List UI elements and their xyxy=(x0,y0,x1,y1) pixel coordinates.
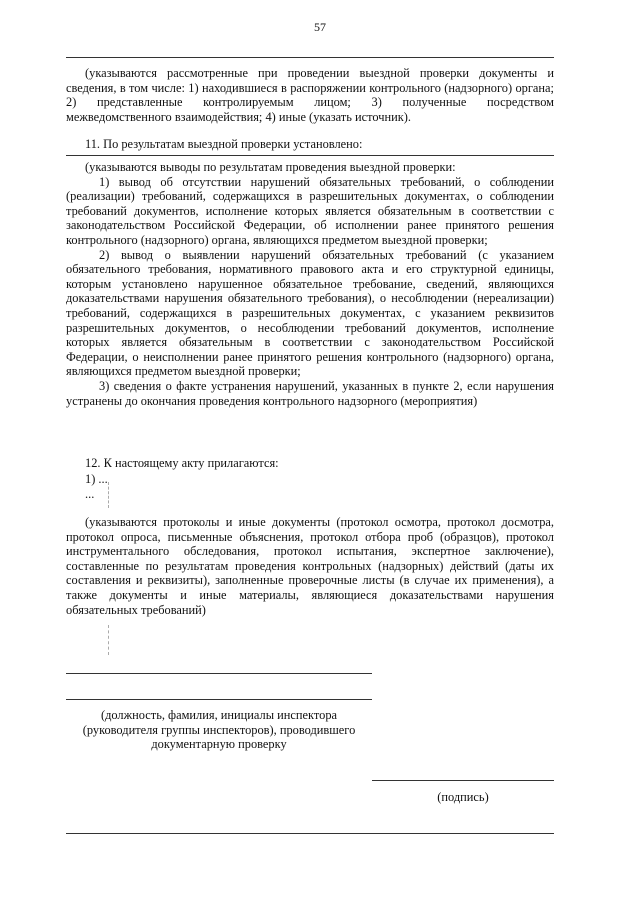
section11-heading: 11. По результатам выездной проверки установлено: xyxy=(85,137,363,151)
bottom-line xyxy=(66,833,554,834)
page-number: 57 xyxy=(314,20,326,34)
section12-item-more: ... xyxy=(85,487,95,501)
section10-note: (указываются рассмотренные при проведении выездной проверки документы и сведения, в том числе: 1) находившиеся в распоряжении контрольного (надзорного) органа; 2) представленные контролируемым лицом; 3) полученные посредством межведомственного взаимодействия; 4) иные (указать источник). xyxy=(66,66,554,124)
sign-line xyxy=(372,780,554,781)
section12-heading: 12. К настоящему акту прилагаются: xyxy=(85,456,279,470)
section11-item3: 3) сведения о факте устранения нарушений, указанных в пункте 2, если нарушения устранены до окончания проведения контрольного надзорного (мероприятия) xyxy=(66,378,554,408)
signature-line xyxy=(66,673,372,674)
signature-line xyxy=(66,699,372,700)
fill-line xyxy=(66,57,554,58)
signature-caption xyxy=(66,708,372,752)
scan-mark xyxy=(108,625,109,655)
section11-intro: (указываются выводы по результатам проведения выездной проверки: xyxy=(85,160,456,174)
scan-mark xyxy=(108,482,109,508)
section11-body xyxy=(66,160,554,408)
fill-line xyxy=(66,155,554,156)
sign-label: (подпись) xyxy=(437,790,489,804)
caption-line: (должность, фамилия, инициалы инспектора xyxy=(100,708,338,722)
caption-line: документарную проверку xyxy=(151,737,287,752)
section11-item1: 1) вывод об отсутствии нарушений обязательных требований, о соблюдении (реализации) требований, содержащихся в разрешительных документах, о соблюдении требований документов, исполнение которых является обязательным в соответствии с законодательством Российской Федерации, об исполнении ранее принятого решения контрольного (надзорного) органа, являющихся предметом выездной проверки; xyxy=(66,174,554,247)
caption-line: (руководителя группы инспекторов), проводившего xyxy=(82,722,356,737)
section12-note: (указываются протоколы и иные документы (протокол осмотра, протокол досмотра, протокол опроса, письменные объяснения, протокол отбора проб (образцов), протокол инструментального обследования, протокол испытания, экспертное заключение), составленные по результатам проведения контрольных (надзорных) действий (даты их составления и реквизиты), заполненные проверочные листы (в случае их применения), а также документы и иные материалы, являющиеся доказательствами нарушения обязательных требований) xyxy=(66,515,554,617)
section12-item1: 1) ... xyxy=(85,472,108,486)
section11-item2: 2) вывод о выявлении нарушений обязательных требований (с указанием обязательного требования, нормативного правового акта и его структурной единицы, которым установлено нарушенное обязательное требование, сведений, являющихся доказательствами нарушения обязательного требования), о несоблюдении (нереализации) требований, содержащихся в разрешительных документах, с указанием реквизитов разрешительных документов, о несоблюдении требований документов, исполнение которых является обязательным в соответствии с законодательством Российской Федерации, о неисполнении ранее принятого решения контрольного (надзорного) органа, являющихся предметом выездной проверки; xyxy=(66,247,554,379)
